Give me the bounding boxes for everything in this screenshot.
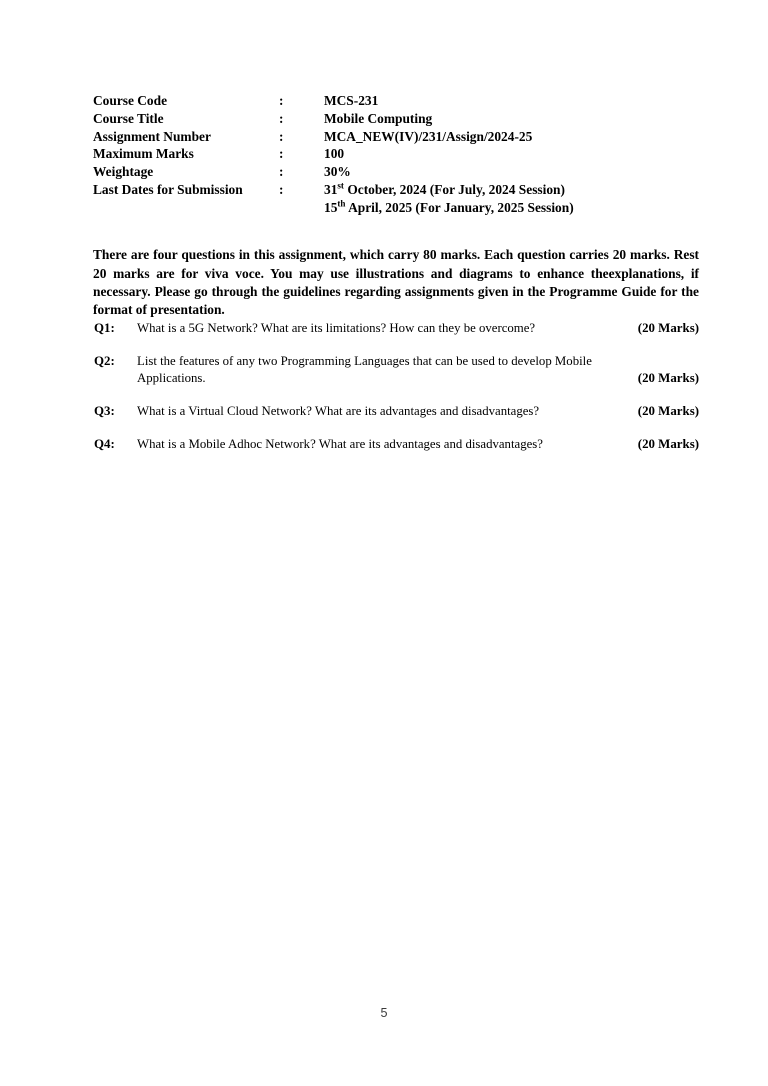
question-item [94, 403, 699, 420]
meta-label-course-code: Course Code [93, 93, 168, 108]
meta-label-assignment-number: Assignment Number [93, 128, 211, 144]
page-number: 5 [380, 1006, 388, 1020]
meta-value-course-title: Mobile Computing [324, 110, 433, 126]
meta-value-weightage: 30% [324, 164, 351, 180]
question-body [137, 403, 699, 420]
question-line [137, 403, 699, 420]
date-rest-january: April, 2025 (For January, 2025 Session) [345, 199, 574, 215]
question-marks: (20 Marks) [637, 404, 699, 418]
meta-row-weightage [93, 163, 703, 181]
meta-label-weightage: Weightage [93, 164, 154, 180]
course-details-block [93, 92, 703, 217]
meta-row-assignment-number [93, 128, 703, 146]
question-line [137, 320, 699, 337]
question-body [137, 320, 699, 337]
question-label: Q1: [94, 321, 115, 335]
meta-value-course-code: MCS-231 [324, 93, 379, 108]
assignment-instructions: There are four questions in this assignment, which carry 80 marks. Each question carries 20 marks. Rest 20 marks are for viva voce. You may use illustrations and diagrams to enhance theexplanations, if necessary. Please go through the guidelines regarding assignments given in the Programme Guide for the format of presentation. [93, 247, 699, 317]
question-line [137, 436, 699, 453]
meta-row-last-dates [93, 181, 703, 199]
meta-colon: : [279, 181, 284, 197]
meta-label-course-title: Course Title [93, 110, 164, 126]
question-body [137, 353, 699, 387]
meta-label-maximum-marks: Maximum Marks [93, 146, 194, 162]
meta-value-last-date-january [324, 199, 703, 217]
question-text: What is a 5G Network? What are its limitations? How can they be overcome? [137, 321, 536, 335]
date-suffix-july: st [337, 180, 344, 191]
question-label: Q3: [94, 404, 115, 418]
question-label: Q2: [94, 354, 115, 368]
meta-value-last-date-july [324, 181, 703, 199]
meta-colon: : [279, 110, 284, 126]
meta-value-maximum-marks: 100 [324, 146, 345, 162]
question-item [94, 320, 699, 337]
question-item [94, 353, 699, 387]
date-suffix-january: th [337, 198, 346, 209]
meta-label-last-dates: Last Dates for Submission [93, 181, 243, 197]
meta-row-course-code [93, 92, 703, 110]
question-marks: (20 Marks) [637, 321, 699, 335]
question-continuation-text: Applications. [137, 371, 206, 385]
question-body [137, 436, 699, 453]
meta-colon: : [279, 93, 284, 108]
question-continuation-line [137, 370, 699, 387]
meta-value-assignment-number: MCA_NEW(IV)/231/Assign/2024-25 [324, 128, 533, 144]
question-marks: (20 Marks) [637, 371, 699, 385]
question-item [94, 436, 699, 453]
date-day-january: 15 [324, 199, 338, 215]
meta-colon: : [279, 164, 284, 180]
date-rest-july: October, 2024 (For July, 2024 Session) [343, 181, 565, 197]
question-text: What is a Mobile Adhoc Network? What are its advantages and disadvantages? [137, 437, 543, 451]
meta-row-maximum-marks [93, 145, 703, 163]
question-text: What is a Virtual Cloud Network? What are its advantages and disadvantages? [137, 404, 540, 418]
meta-colon: : [279, 146, 284, 162]
date-day-july: 31 [324, 181, 338, 197]
question-label: Q4: [94, 437, 115, 451]
question-text: List the features of any two Programming Languages that can be used to develop Mobile [137, 354, 592, 368]
meta-colon: : [279, 128, 284, 144]
question-marks: (20 Marks) [637, 437, 699, 451]
questions-list [94, 320, 699, 469]
meta-row-course-title [93, 110, 703, 128]
